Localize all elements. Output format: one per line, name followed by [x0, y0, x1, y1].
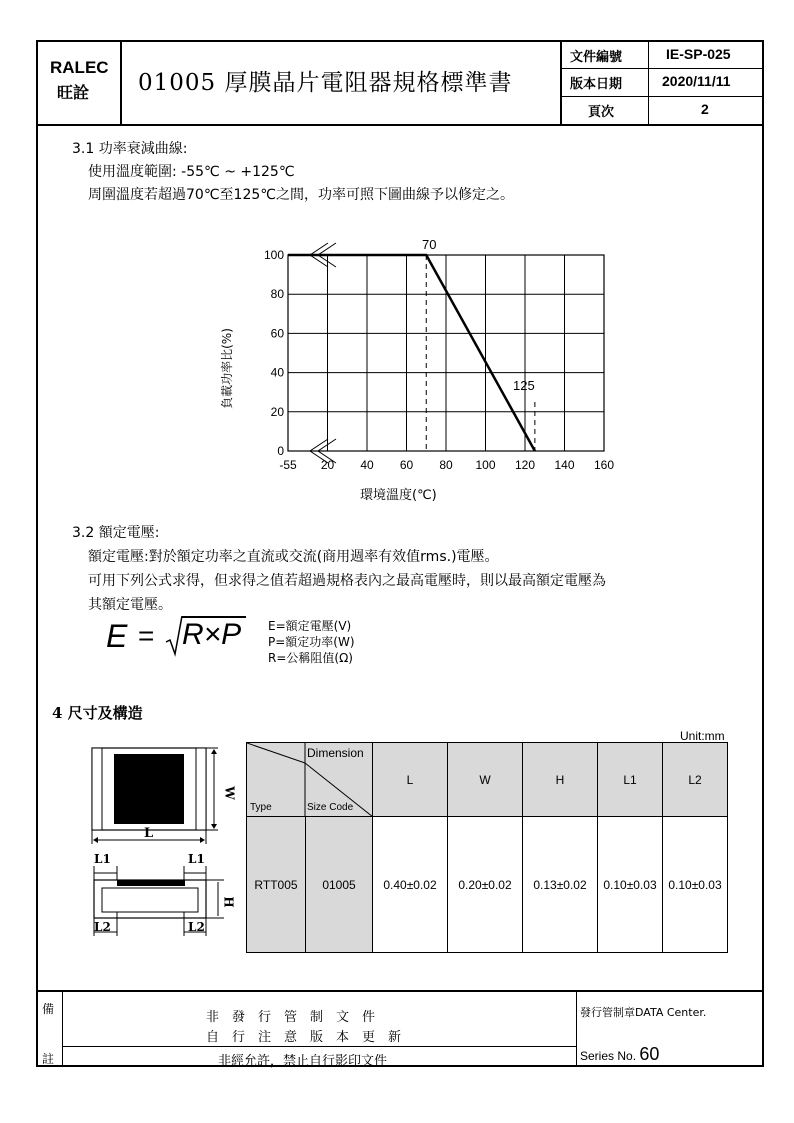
- diagram-label-l1-left: L1: [94, 852, 111, 866]
- y-tick-label: 40: [270, 365, 284, 380]
- corner-type-label: Type: [250, 802, 272, 813]
- issue-control-stamp: 發行管制章DATA Center.: [580, 1006, 707, 1019]
- chart-marks: [288, 243, 535, 463]
- corner-size-code-label: Size Code: [307, 802, 354, 813]
- unit-label: Unit:mm: [680, 729, 725, 743]
- y-tick-label: 80: [270, 287, 284, 302]
- y-tick-label: 100: [263, 248, 284, 262]
- sqrt-sign-icon: [164, 614, 184, 658]
- diagram-label-w: W: [222, 786, 237, 800]
- section-3-1-heading: 3.1 功率衰減曲線:: [72, 141, 188, 157]
- diagram-label-l: L: [144, 826, 154, 841]
- doc-number-value: IE-SP-025: [666, 46, 731, 62]
- annotation-70: 70: [422, 237, 437, 252]
- x-tick-label: 160: [593, 458, 615, 472]
- formula-equals: =: [138, 620, 155, 651]
- footer-vdivider-1: [62, 990, 63, 1067]
- temperature-range-value: -55℃ ~ +125℃: [181, 164, 295, 180]
- x-tick-label: 100: [475, 458, 496, 472]
- annotation-125: 125: [513, 378, 535, 393]
- header-vdivider-2: [560, 40, 562, 125]
- rated-voltage-formula-note: 可用下列公式求得，但求得之值若超過規格表內之最高電壓時，則以最高額定電壓為: [88, 573, 606, 589]
- series-number-label: Series No.: [580, 1049, 640, 1063]
- x-tick-label: 60: [399, 458, 414, 472]
- company-name-zh: 旺詮: [57, 83, 90, 102]
- cell-size-code: 01005: [306, 817, 373, 953]
- chart-grid: [288, 255, 604, 451]
- version-date-value: 2020/11/11: [662, 73, 731, 89]
- legend-p: P=額定功率(W): [268, 635, 355, 649]
- footer-vdivider-2: [576, 990, 577, 1067]
- cell-h: 0.13±0.02: [523, 817, 598, 953]
- column-header-l: L: [373, 743, 448, 817]
- x-tick-label: 120: [514, 458, 536, 472]
- copy-prohibited-notice: 非經允許，禁止自行影印文件: [218, 1054, 388, 1069]
- y-tick-label: 20: [270, 404, 284, 419]
- chart-x-axis-label: 環境溫度(℃): [360, 488, 437, 503]
- dimension-table: [246, 742, 728, 953]
- chart-ticks: [264, 248, 614, 472]
- footer-divider: [36, 990, 764, 992]
- rated-voltage-definition: 額定電壓:對於額定功率之直流或交流(商用週率有效值rms.)電壓。: [88, 549, 499, 565]
- column-header-w: W: [448, 743, 523, 817]
- header-vdivider-3: [648, 40, 649, 125]
- y-tick-label: 60: [270, 326, 284, 341]
- doc-number-label: 文件編號: [570, 50, 623, 65]
- diagram-label-l2-left: L2: [94, 920, 111, 934]
- cell-type: RTT005: [247, 817, 306, 953]
- version-update-notice: 自 行 注 意 版 本 更 新: [206, 1030, 402, 1045]
- corner-dimension-label: Dimension: [307, 746, 364, 760]
- column-header-h: H: [523, 743, 598, 817]
- page-number-label: 頁次: [588, 105, 615, 120]
- company-name-en: RALEC: [50, 58, 109, 77]
- diagram-label-l1-right: L1: [188, 852, 205, 866]
- uncontrolled-doc-notice: 非 發 行 管 制 文 件: [206, 1010, 376, 1025]
- y-tick-label: 0: [277, 444, 284, 458]
- document-title: 01005 厚膜晶片電阻器規格標準書: [138, 70, 513, 96]
- cell-w: 0.20±0.02: [448, 817, 523, 953]
- note-label-bottom: 註: [42, 1052, 55, 1066]
- derating-curve: [288, 255, 535, 451]
- x-tick-label: 140: [554, 458, 575, 472]
- header-row-line-2: [561, 96, 764, 97]
- column-header-l2: L2: [663, 743, 728, 817]
- legend-e: E=額定電壓(V): [268, 619, 352, 633]
- page-number-value: 2: [701, 101, 709, 117]
- header-row-line-1: [561, 68, 764, 69]
- column-header-l1: L1: [598, 743, 663, 817]
- temperature-range-label: 使用溫度範圍:: [88, 164, 182, 180]
- series-number-value: 60: [639, 1044, 660, 1064]
- table-corner-cell: [247, 743, 373, 817]
- x-tick-label: -55: [279, 458, 297, 472]
- header-divider: [36, 124, 764, 126]
- formula-lhs: E: [106, 618, 128, 654]
- diagram-label-h: H: [221, 896, 236, 908]
- diagram-label-l2-right: L2: [188, 920, 205, 934]
- footer-row-line: [62, 1046, 576, 1047]
- formula-rhs: R×P: [182, 618, 242, 651]
- derating-chart: [220, 230, 620, 510]
- temperature-range-line: [88, 161, 295, 181]
- x-tick-label: 40: [360, 458, 374, 472]
- legend-r: R=公稱阻值(Ω): [268, 651, 353, 665]
- cell-l: 0.40±0.02: [373, 817, 448, 953]
- cell-l2: 0.10±0.03: [663, 817, 728, 953]
- x-tick-label: 20: [320, 458, 335, 472]
- section-4-heading: 4 尺寸及構造: [52, 704, 143, 722]
- series-number: [580, 1044, 659, 1065]
- section-3-2-heading: 3.2 額定電壓:: [72, 525, 160, 541]
- table-row: [247, 817, 728, 953]
- version-date-label: 版本日期: [570, 77, 623, 92]
- chart-y-axis-label: 負載功率比(%): [219, 328, 234, 409]
- cell-l1: 0.10±0.03: [598, 817, 663, 953]
- derating-note: 周圍溫度若超過70℃至125℃之間，功率可照下圖曲線予以修定之。: [88, 187, 514, 203]
- rated-voltage-formula-note-2: 其額定電壓。: [88, 597, 172, 613]
- x-tick-label: 80: [439, 458, 453, 472]
- note-label-top: 備: [42, 1002, 55, 1016]
- header-vdivider-1: [120, 40, 122, 125]
- chip-dimension-diagram: [84, 740, 244, 940]
